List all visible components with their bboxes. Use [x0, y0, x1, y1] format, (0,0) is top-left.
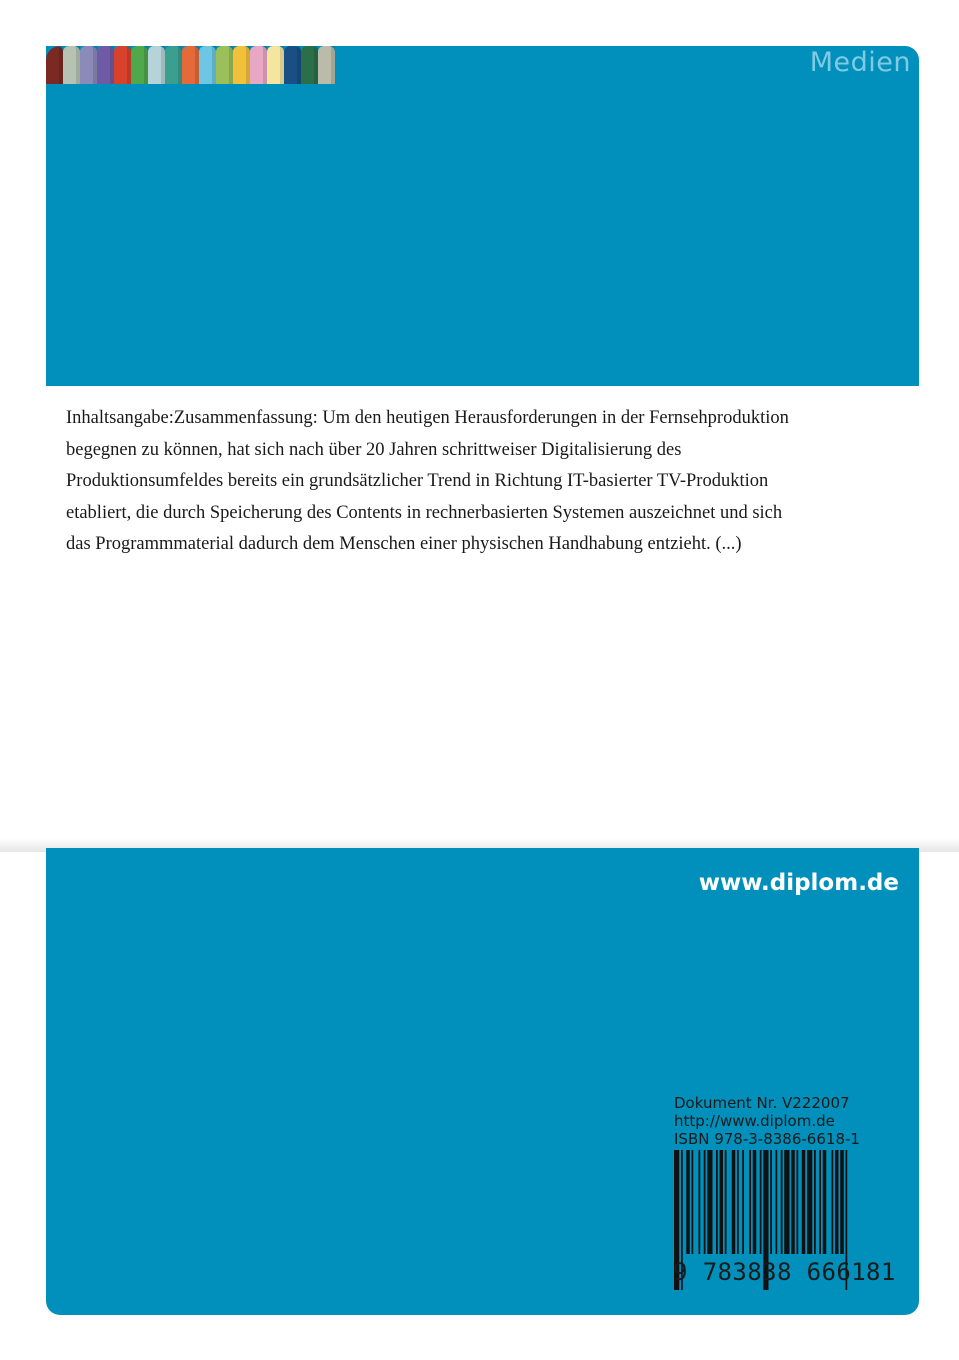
barcode-bar [699, 1150, 701, 1254]
book-spine [250, 46, 267, 84]
barcode-bar [704, 1150, 706, 1254]
barcode-bar [770, 1150, 772, 1254]
book-spine [233, 46, 250, 84]
barcode-bar [835, 1150, 839, 1254]
barcode-bar [832, 1150, 834, 1254]
barcode-bar [781, 1150, 783, 1254]
barcode-bar [802, 1150, 806, 1254]
book-spine [80, 46, 97, 84]
barcode-bar [720, 1150, 724, 1254]
barcode-bar [737, 1150, 739, 1254]
book-spine [46, 46, 63, 84]
barcode-bar [732, 1150, 736, 1254]
barcode-bar [749, 1150, 751, 1254]
book-spine [182, 46, 199, 84]
book-spine [301, 46, 318, 84]
book-spine [148, 46, 165, 84]
barcode-bar [784, 1150, 789, 1254]
barcode-bar [819, 1150, 821, 1254]
isbn: ISBN 978-3-8386-6618-1 [674, 1130, 860, 1148]
document-info [674, 1094, 860, 1148]
barcode-bar [823, 1150, 827, 1254]
book-spine [199, 46, 216, 84]
barcode-bar [776, 1150, 778, 1254]
cover-top-panel [46, 46, 919, 386]
series-label: Medien [809, 47, 911, 78]
barcode-bar [692, 1150, 694, 1254]
barcode-bar [707, 1150, 712, 1254]
book-spine [165, 46, 182, 84]
barcode-bar [742, 1150, 744, 1254]
book-spine [284, 46, 301, 84]
book-spine [318, 46, 335, 84]
barcode-bar [797, 1150, 799, 1254]
barcode-number: 9 783838 666181 [673, 1258, 896, 1286]
barcode-bar [753, 1150, 757, 1254]
book-spine [216, 46, 233, 84]
barcode-bar [814, 1150, 816, 1254]
barcode-bar [791, 1150, 795, 1254]
barcode-bar [760, 1150, 762, 1254]
document-url[interactable]: http://www.diplom.de [674, 1112, 835, 1130]
book-spine [267, 46, 284, 84]
barcode-bar [840, 1150, 844, 1254]
barcode-bar [807, 1150, 812, 1254]
book-spine [97, 46, 114, 84]
book-spine [63, 46, 80, 84]
publisher-website[interactable]: www.diplom.de [698, 870, 899, 896]
barcode-bar [716, 1150, 718, 1254]
document-number: Dokument Nr. V222007 [674, 1094, 850, 1112]
book-spine [114, 46, 131, 84]
book-spine [131, 46, 148, 84]
abstract-text: Inhaltsangabe:Zusammenfassung: Um den heutigen Herausforderungen in der Fernsehproduktion begegnen zu können, hat sich nach über 20 Jahren schrittweiser Digitalisierung des Produktionsumfeldes bereits ein grundsätzlicher Trend in Richtung IT-basierter TV-Produktion etabliert, die durch Speicherung des Contents in rechnerbasierten Systemen auszeichnet und sich das Programmmaterial dadurch dem Menschen einer physischen Handhabung entzieht. (...) [66, 408, 789, 554]
barcode-bar [686, 1150, 690, 1254]
barcode-bar [725, 1150, 727, 1254]
book-spine-strip [46, 46, 335, 84]
